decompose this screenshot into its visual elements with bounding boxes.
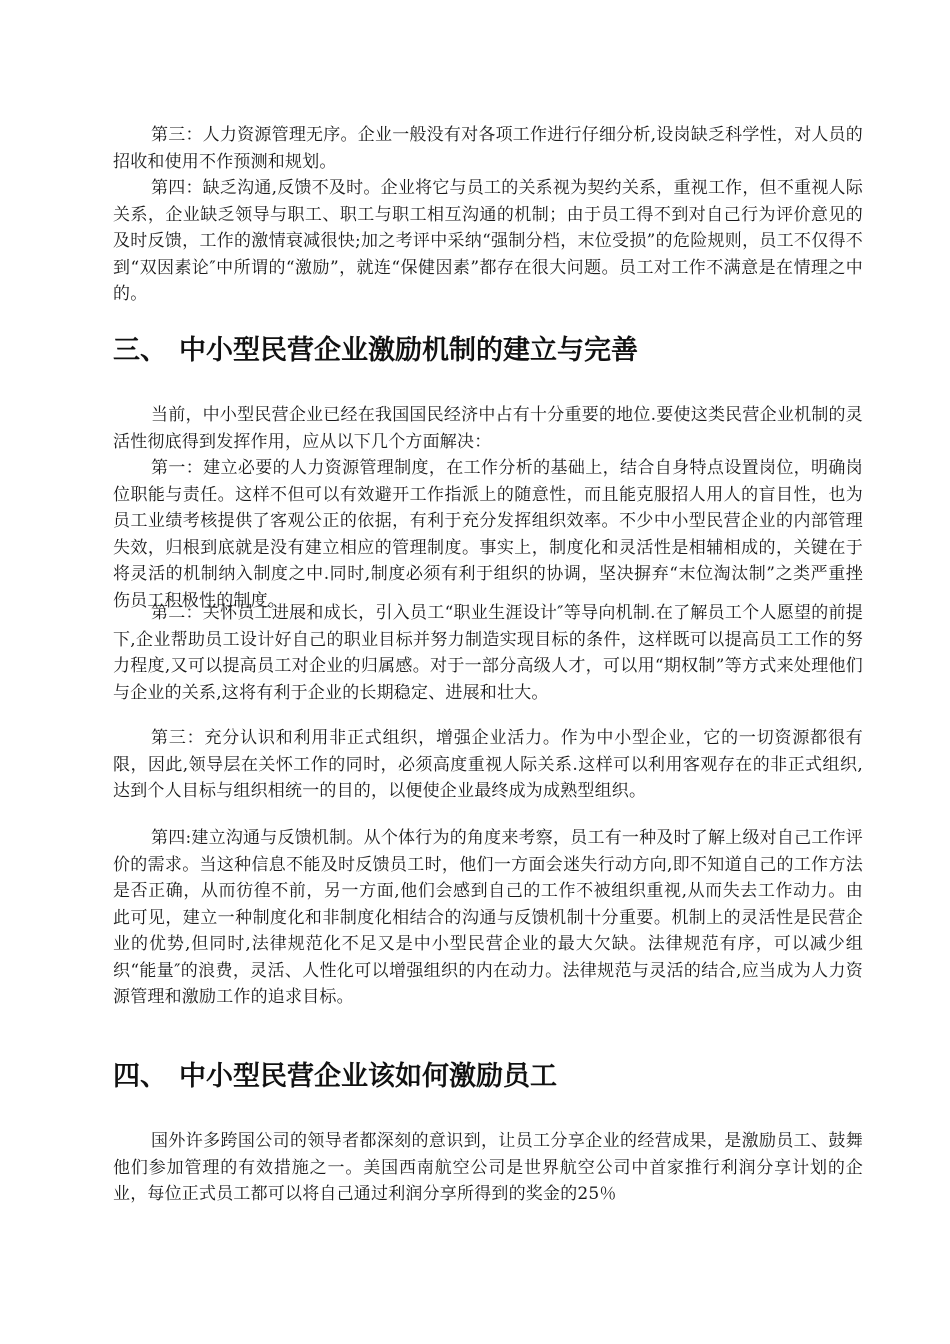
section-number-4: 四、 <box>113 1061 167 1092</box>
section-number-3: 三、 <box>113 335 167 366</box>
paragraph-s3-third: 第三：充分认识和利用非正式组织，增强企业活力。作为中小型企业，它的一切资源都很有限，因此,领导层在关怀工作的同时，必须高度重视人际关系.这样可以利用客观存在的非正式组织,达到个人目标与组织相统一的目的，以便使企业最终成为成熟型组织。 <box>113 728 863 801</box>
paragraph-s2-fourth: 第四：缺乏沟通,反馈不及时。企业将它与员工的关系视为契约关系，重视工作，但不重视人际关系，企业缺乏领导与职工、职工与职工相互沟通的机制；由于员工得不到对自己行为评价意见的及时反馈，工作的激情衰减很快;加之考评中采纳“强制分档，末位受损”的危险规则，员工不仅得不到“双因素论″中所谓的“激励”，就连“保健因素”都存在很大问题。员工对工作不满意是在情理之中的。 <box>113 178 863 304</box>
section-heading-3 <box>113 334 638 368</box>
section-heading-4 <box>113 1060 557 1094</box>
section-title-4: 中小型民营企业该如何激励员工 <box>179 1061 557 1092</box>
paragraph-s3-second: 第二：关怀员工进展和成长，引入员工“职业生涯设计″等导向机制.在了解员工个人愿望的前提下,企业帮助员工设计好自己的职业目标并努力制造实现目标的条件，这样既可以提高员工工作的努力程度,又可以提高员工对企业的归属感。对于一部分高级人才，可以用“期权制”等方式来处理他们与企业的关系,这将有利于企业的长期稳定、进展和壮大。 <box>113 603 863 703</box>
paragraph-s2-third: 第三：人力资源管理无序。企业一般没有对各项工作进行仔细分析,设岗缺乏科学性，对人员的招收和使用不作预测和规划。 <box>113 125 863 172</box>
paragraph-s4-first: 国外许多跨国公司的领导者都深刻的意识到，让员工分享企业的经营成果，是激励员工、鼓舞他们参加管理的有效措施之一。美国西南航空公司是世界航空公司中首家推行利润分享计划的企业，每位正式员工都可以将自己通过利润分享所得到的奖金的25％ <box>113 1131 863 1204</box>
paragraph-s3-intro: 当前，中小型民营企业已经在我国国民经济中占有十分重要的地位.要使这类民营企业机制的灵活性彻底得到发挥作用，应从以下几个方面解决： <box>113 405 863 452</box>
section-title-3: 中小型民营企业激励机制的建立与完善 <box>179 335 638 366</box>
paragraph-s3-first: 第一：建立必要的人力资源管理制度，在工作分析的基础上，结合自身特点设置岗位，明确岗位职能与责任。这样不但可以有效避开工作指派上的随意性，而且能克服招人用人的盲目性，也为员工业绩考核提供了客观公正的依据，有利于充分发挥组织效率。不少中小型民营企业的内部管理失效，归根到底就是没有建立相应的管理制度。事实上，制度化和灵活性是相辅相成的，关键在于将灵活的机制纳入制度之中.同时,制度必须有利于组织的协调，坚决摒弃“末位淘汰制”之类严重挫伤员工积极性的制度。 <box>113 458 863 611</box>
paragraph-s3-fourth: 第四:建立沟通与反馈机制。从个体行为的角度来考察，员工有一种及时了解上级对自己工作评价的需求。当这种信息不能及时反馈员工时，他们一方面会迷失行动方向,即不知道自己的工作方法是否正确，从而彷徨不前，另一方面,他们会感到自己的工作不被组织重视,从而失去工作动力。由此可见，建立一种制度化和非制度化相结合的沟通与反馈机制十分重要。机制上的灵活性是民营企业的优势,但同时,法律规范化不足又是中小型民营企业的最大欠缺。法律规范有序，可以减少组织“能量″的浪费，灵活、人性化可以增强组织的内在动力。法律规范与灵活的结合,应当成为人力资源管理和激励工作的追求目标。 <box>113 828 863 1007</box>
